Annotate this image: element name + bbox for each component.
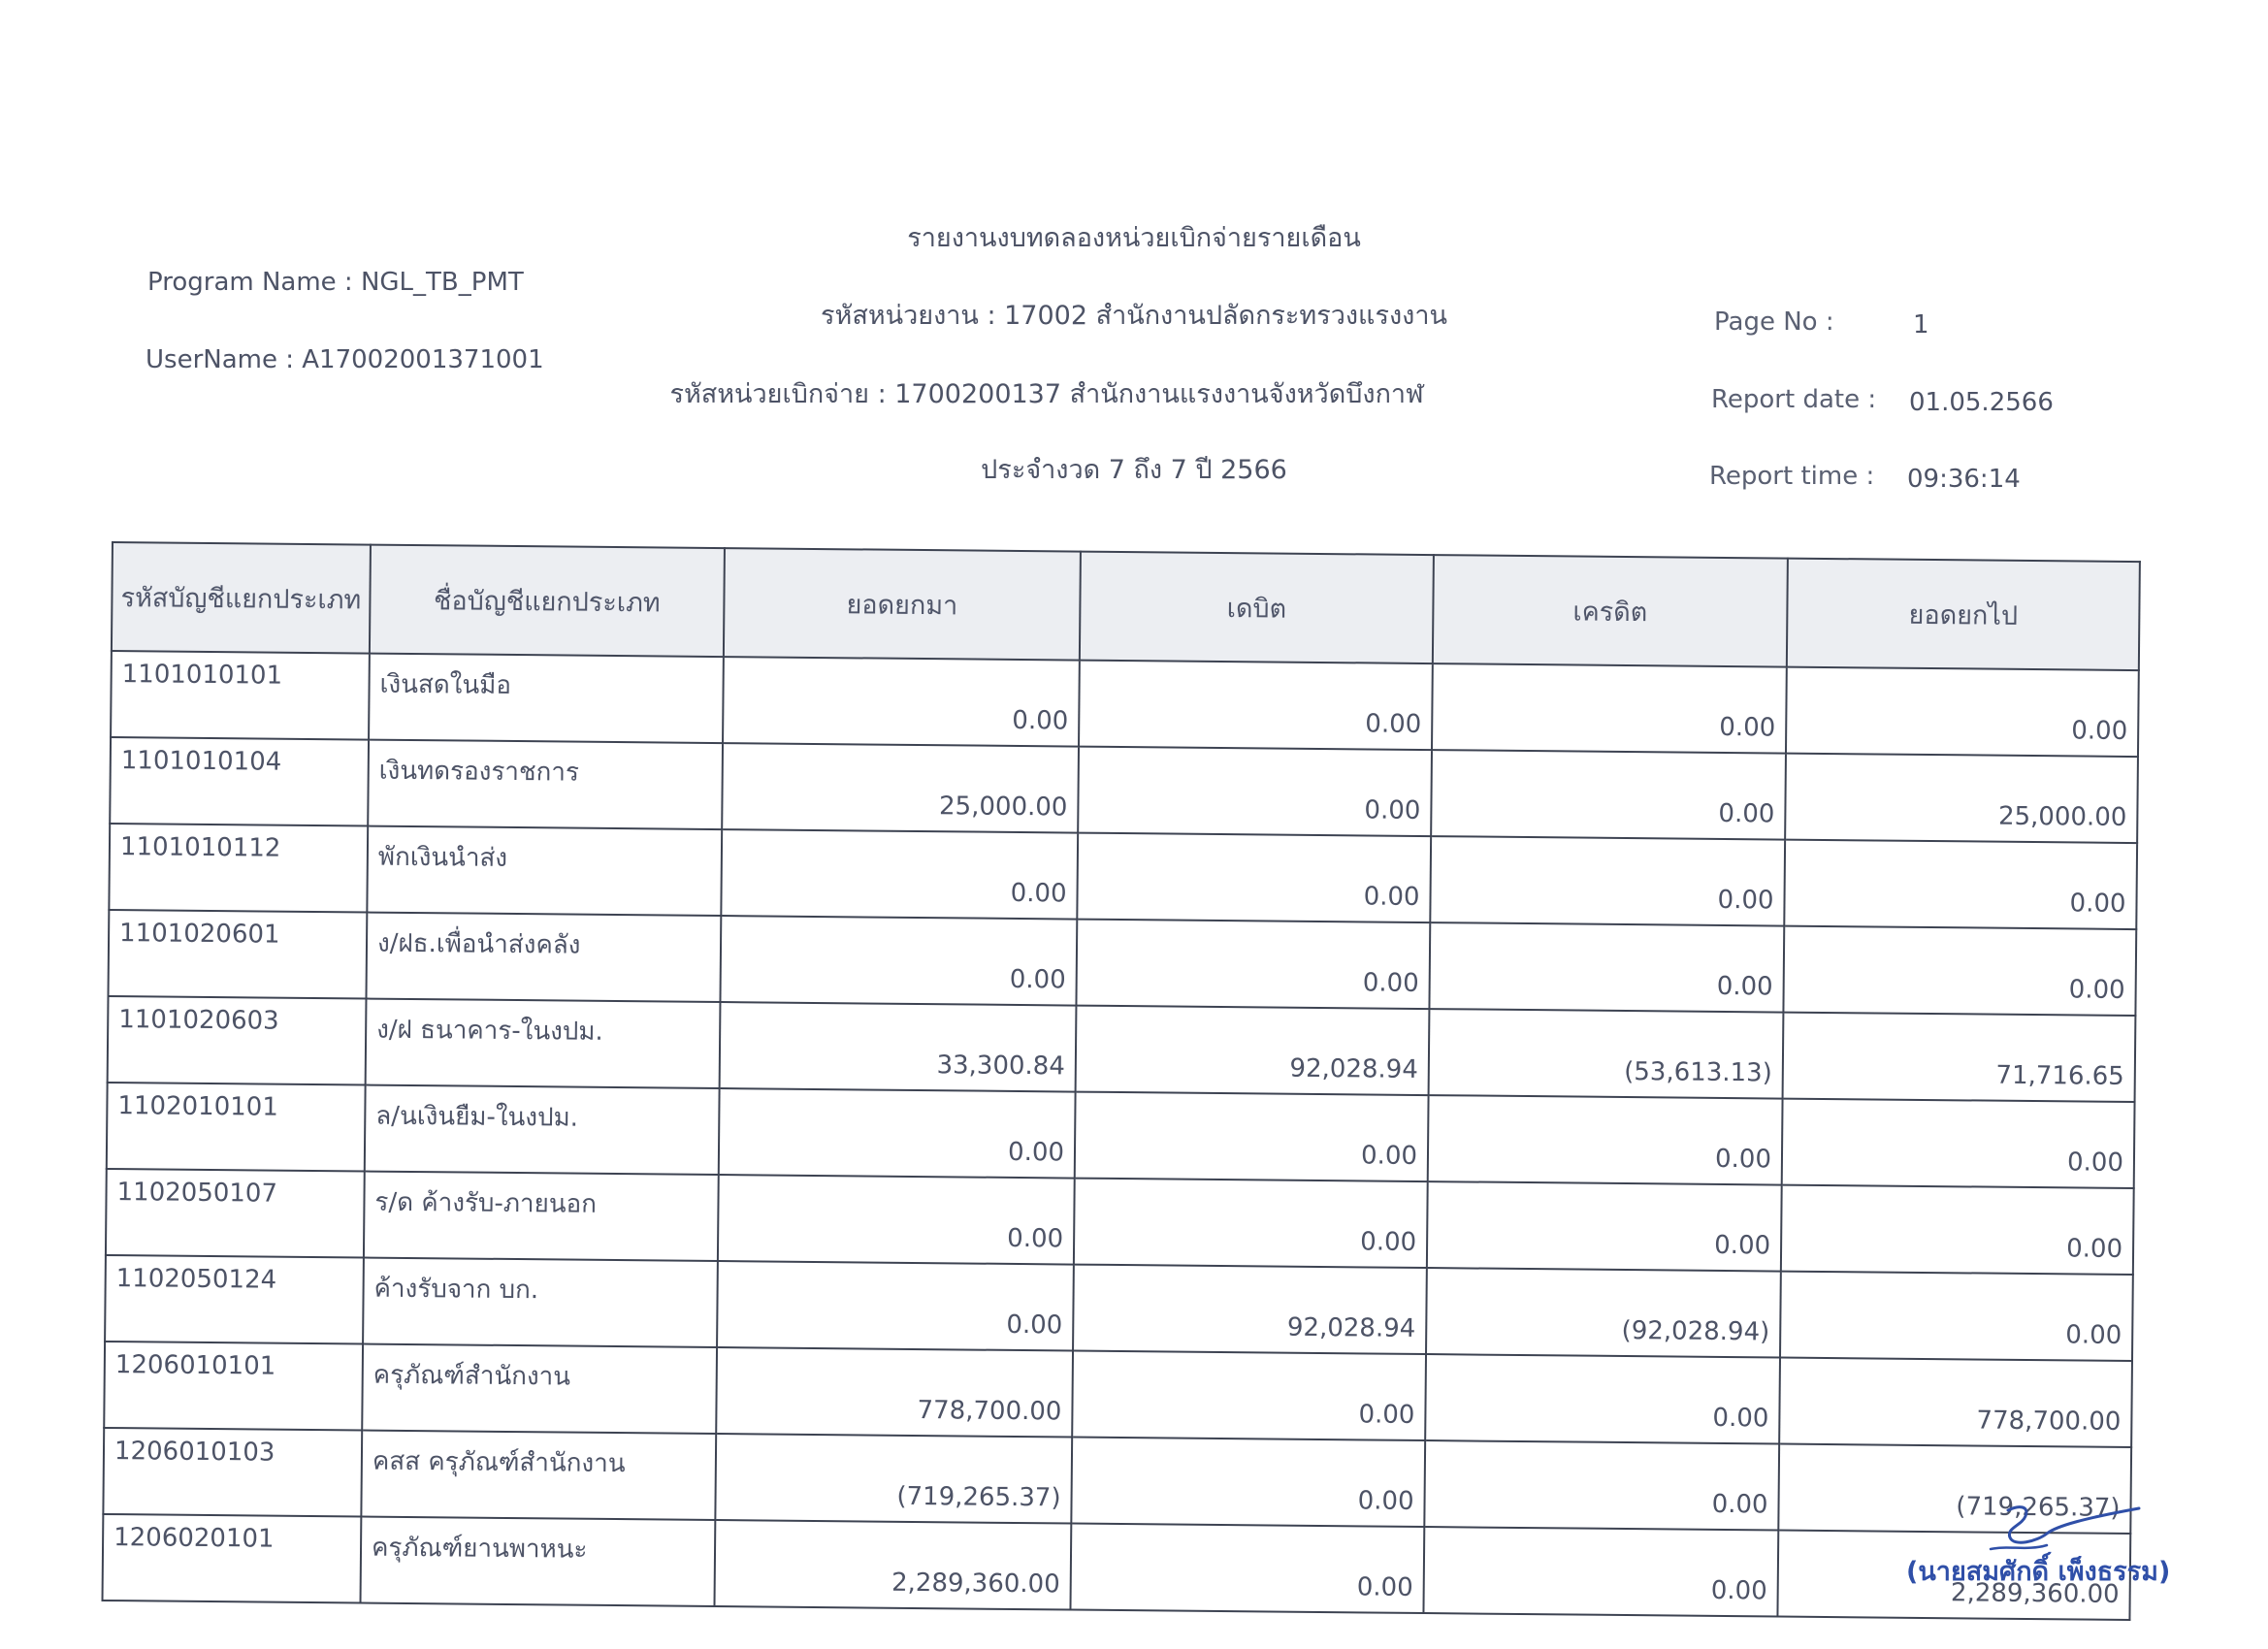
account-code-cell: 1206020101 xyxy=(103,1514,362,1603)
column-header-carried-forward: ยอดยกไป xyxy=(1787,559,2140,670)
carried-forward-cell: 0.00 xyxy=(1786,667,2139,757)
column-header-brought-forward: ยอดยกมา xyxy=(724,548,1081,661)
agency-line: รหัสหน่วยงาน : 17002 สำนักงานปลัดกระทรวงแรงงาน xyxy=(821,301,1447,331)
account-name-cell: เงินทดรองราชการ xyxy=(368,740,723,829)
brought-forward-cell: 0.00 xyxy=(717,1261,1074,1351)
column-header-debit: เดบิต xyxy=(1080,552,1434,663)
debit-cell: 0.00 xyxy=(1071,1438,1425,1527)
account-code-cell: 1101010104 xyxy=(110,737,369,826)
account-name-cell: ครุภัณฑ์ยานพาหนะ xyxy=(361,1517,716,1606)
account-code-cell: 1101020601 xyxy=(108,910,367,999)
debit-cell: 92,028.94 xyxy=(1076,1006,1430,1095)
account-name-cell: ล/นเงินยืม-ในงปม. xyxy=(365,1085,720,1175)
username: UserName : A17002001371001 xyxy=(146,345,544,374)
brought-forward-cell: 2,289,360.00 xyxy=(714,1520,1071,1610)
report-title: รายงานงบทดลองหน่วยเบิกจ่ายรายเดือน xyxy=(907,223,1361,253)
account-code-cell: 1101020603 xyxy=(108,996,367,1085)
account-name-cell: เงินสดในมือ xyxy=(369,654,724,743)
account-code-cell: 1102050124 xyxy=(105,1255,364,1344)
credit-cell: 0.00 xyxy=(1423,1527,1778,1616)
page-no-label: Page No : xyxy=(1714,307,1834,337)
carried-forward-cell: 2,289,360.00 xyxy=(1777,1531,2130,1620)
report-date-label: Report date : xyxy=(1711,385,1877,414)
credit-cell: 0.00 xyxy=(1430,836,1785,925)
debit-cell: 92,028.94 xyxy=(1073,1265,1427,1354)
carried-forward-cell: 0.00 xyxy=(1780,1272,2133,1361)
carried-forward-cell: 0.00 xyxy=(1784,840,2137,929)
column-header-credit: เครดิต xyxy=(1433,555,1788,666)
brought-forward-cell: 0.00 xyxy=(718,1175,1075,1265)
account-name-cell: ร/ด ค้างรับ-ภายนอก xyxy=(364,1172,719,1261)
brought-forward-cell: 0.00 xyxy=(721,829,1078,920)
credit-cell: 0.00 xyxy=(1425,1354,1780,1443)
credit-cell: 0.00 xyxy=(1429,922,1784,1012)
account-name-cell: ง/ฝธ.เพื่อนำส่งคลัง xyxy=(366,913,721,1002)
table-row xyxy=(103,1514,2131,1620)
program-name: Program Name : NGL_TB_PMT xyxy=(147,268,524,297)
brought-forward-cell: 0.00 xyxy=(719,1088,1076,1179)
account-name-cell: ครุภัณฑ์สำนักงาน xyxy=(362,1344,717,1434)
debit-cell: 0.00 xyxy=(1077,833,1431,922)
account-name-cell: คสส ครุภัณฑ์สำนักงาน xyxy=(361,1431,716,1520)
account-name-cell: ค้างรับจาก บก. xyxy=(363,1258,718,1347)
debit-cell: 0.00 xyxy=(1079,661,1433,750)
carried-forward-cell: 0.00 xyxy=(1781,1185,2134,1275)
account-code-cell: 1102010101 xyxy=(107,1083,366,1172)
debit-cell: 0.00 xyxy=(1074,1179,1428,1268)
credit-cell: (92,028.94) xyxy=(1426,1268,1781,1357)
carried-forward-cell: 25,000.00 xyxy=(1785,754,2138,843)
carried-forward-cell: 0.00 xyxy=(1782,1099,2135,1188)
debit-cell: 0.00 xyxy=(1070,1524,1424,1613)
disbursing-unit-line: รหัสหน่วยเบิกจ่าย : 1700200137 สำนักงานแรงงานจังหวัดบึงกาฬ xyxy=(669,379,1424,409)
brought-forward-cell: 778,700.00 xyxy=(716,1347,1073,1438)
account-code-cell: 1101010101 xyxy=(111,651,370,740)
report-date-value: 01.05.2566 xyxy=(1909,388,2054,417)
credit-cell: 0.00 xyxy=(1428,1095,1783,1184)
signatory-name: (นายสมศักดิ์ เพ็งธรรม) xyxy=(1906,1557,2171,1587)
page-no-value: 1 xyxy=(1913,310,1929,340)
credit-cell: (53,613.13) xyxy=(1429,1009,1784,1098)
account-code-cell: 1206010101 xyxy=(104,1342,363,1431)
carried-forward-cell: 0.00 xyxy=(1783,926,2136,1016)
account-code-cell: 1206010103 xyxy=(103,1428,362,1517)
column-header-account-code: รหัสบัญชีแยกประเภท xyxy=(112,542,371,654)
period-line: ประจำงวด 7 ถึง 7 ปี 2566 xyxy=(981,455,1287,485)
report-time-label: Report time : xyxy=(1709,462,1875,491)
brought-forward-cell: 33,300.84 xyxy=(720,1002,1077,1092)
trial-balance-table-wrap xyxy=(102,541,2139,1621)
credit-cell: 0.00 xyxy=(1427,1181,1782,1271)
debit-cell: 0.00 xyxy=(1072,1351,1426,1440)
debit-cell: 0.00 xyxy=(1078,747,1432,836)
table-body xyxy=(103,651,2139,1620)
report-time-value: 09:36:14 xyxy=(1907,465,2021,494)
brought-forward-cell: 0.00 xyxy=(720,916,1077,1006)
debit-cell: 0.00 xyxy=(1076,920,1430,1009)
brought-forward-cell: 25,000.00 xyxy=(722,743,1079,833)
brought-forward-cell: 0.00 xyxy=(723,657,1080,747)
account-code-cell: 1101010112 xyxy=(109,824,368,913)
table-header-row xyxy=(112,542,2140,670)
debit-cell: 0.00 xyxy=(1075,1092,1429,1181)
account-name-cell: ง/ฝ ธนาคาร-ในงปม. xyxy=(366,999,721,1088)
account-code-cell: 1102050107 xyxy=(106,1169,365,1258)
carried-forward-cell: (719,265.37) xyxy=(1778,1444,2131,1534)
trial-balance-table xyxy=(102,541,2141,1621)
carried-forward-cell: 71,716.65 xyxy=(1783,1013,2136,1102)
credit-cell: 0.00 xyxy=(1431,750,1786,839)
credit-cell: 0.00 xyxy=(1432,663,1787,753)
account-name-cell: พักเงินนำส่ง xyxy=(367,826,722,916)
carried-forward-cell: 778,700.00 xyxy=(1779,1358,2132,1447)
credit-cell: 0.00 xyxy=(1424,1440,1779,1530)
brought-forward-cell: (719,265.37) xyxy=(715,1434,1072,1524)
column-header-account-name: ชื่อบัญชีแยกประเภท xyxy=(370,545,725,657)
